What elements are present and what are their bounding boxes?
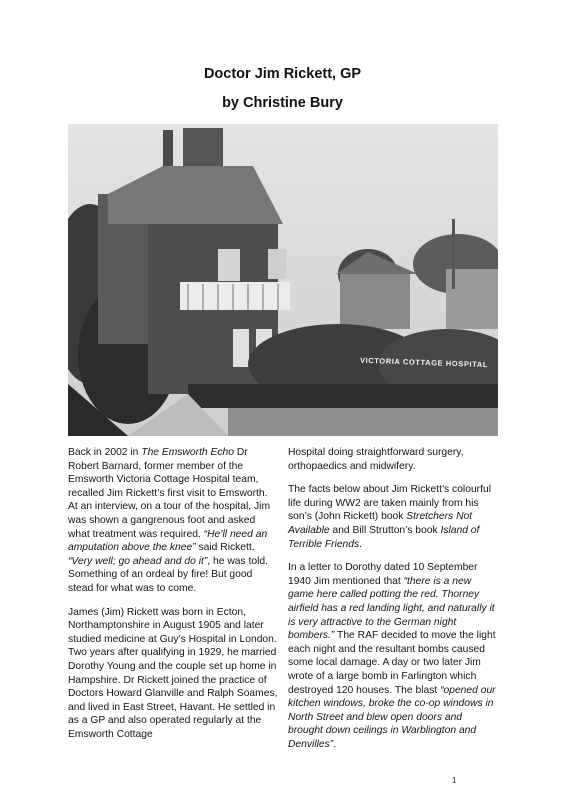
hospital-photo-drawing (68, 124, 498, 436)
text-run: Dr Robert Barnard, former member of the Emsworth Victoria Cottage Hospital team, recalled Jim Rickett’s first visit to Emsworth. At an interview, on a tour of the hospital, Jim was shown a gangrenous foot and asked what treatment was required. (68, 447, 271, 540)
book-title: Stretchers Not Available (288, 511, 473, 536)
book-title: Island of Terrible Friends (288, 524, 480, 550)
right-column (288, 446, 498, 761)
text-run: The RAF decided to move the light each night and the resultant bombs caused some local damage. A day or two later Jim wrote of a large bomb in Farlington which destroyed 120 houses. The blast (288, 630, 496, 696)
quote: “Very well; go ahead and do it” (68, 555, 208, 567)
text-run: , he was told. Something of an ordeal by fire! But good stead for what was to come. (68, 555, 268, 594)
text-run: said Rickett. (195, 542, 255, 554)
text-run: . (359, 538, 363, 550)
quote: “there is a new game here called potting the red. Thorney airfield has a red landing light, and naturally it is very attractive to the German night bombers.” (288, 575, 495, 642)
hospital-sign: VICTORIA COTTAGE HOSPITAL (359, 355, 489, 370)
text-run: The facts below about Jim Rickett’s colourful life during WW2 are taken mainly from his son’s (John Rickett) book (288, 484, 491, 523)
text-run: and Bill Strutton’s book (329, 524, 441, 536)
page-number: 1 (452, 776, 457, 785)
text-run: . (333, 738, 337, 750)
newspaper-title: The Emsworth Echo (141, 447, 234, 458)
byline: by Christine Bury (222, 95, 343, 111)
text-run: In a letter to Dorothy dated 10 September 1940 Jim mentioned that (288, 562, 478, 587)
page-title: Doctor Jim Rickett, GP (203, 66, 362, 82)
paragraph-hospital-work: Hospital doing straightforward surgery, orthopaedics and midwifery. (288, 447, 464, 472)
quote: “opened our kitchen windows, broke the co-op windows in North Street and blew open doors and brought down ceilings in Warblington and Denvilles” (288, 684, 496, 750)
paragraph-echo-recollection (68, 446, 278, 596)
paragraph-letter-1940 (288, 561, 498, 751)
quote: “He’ll need an amputation above the knee” (68, 528, 268, 554)
paragraph-sources (288, 483, 498, 551)
hospital-photograph (68, 124, 498, 436)
left-column (68, 446, 278, 751)
text-run: Back in 2002 in (68, 447, 142, 458)
paragraph-early-life: James (Jim) Rickett was born in Ecton, Northamptonshire in August 1905 and later studied medicine at Guy’s Hospital in London. Two years after qualifying in 1929, he married Dorothy Young and the couple set up home in Hampshire. Dr Rickett joined the practice of Doctors Howard Glanville and Ralph Soames, and lived in East Street, Havant. He settled in as a GP and also operated regularly at the Emsworth Cottage (68, 606, 278, 740)
